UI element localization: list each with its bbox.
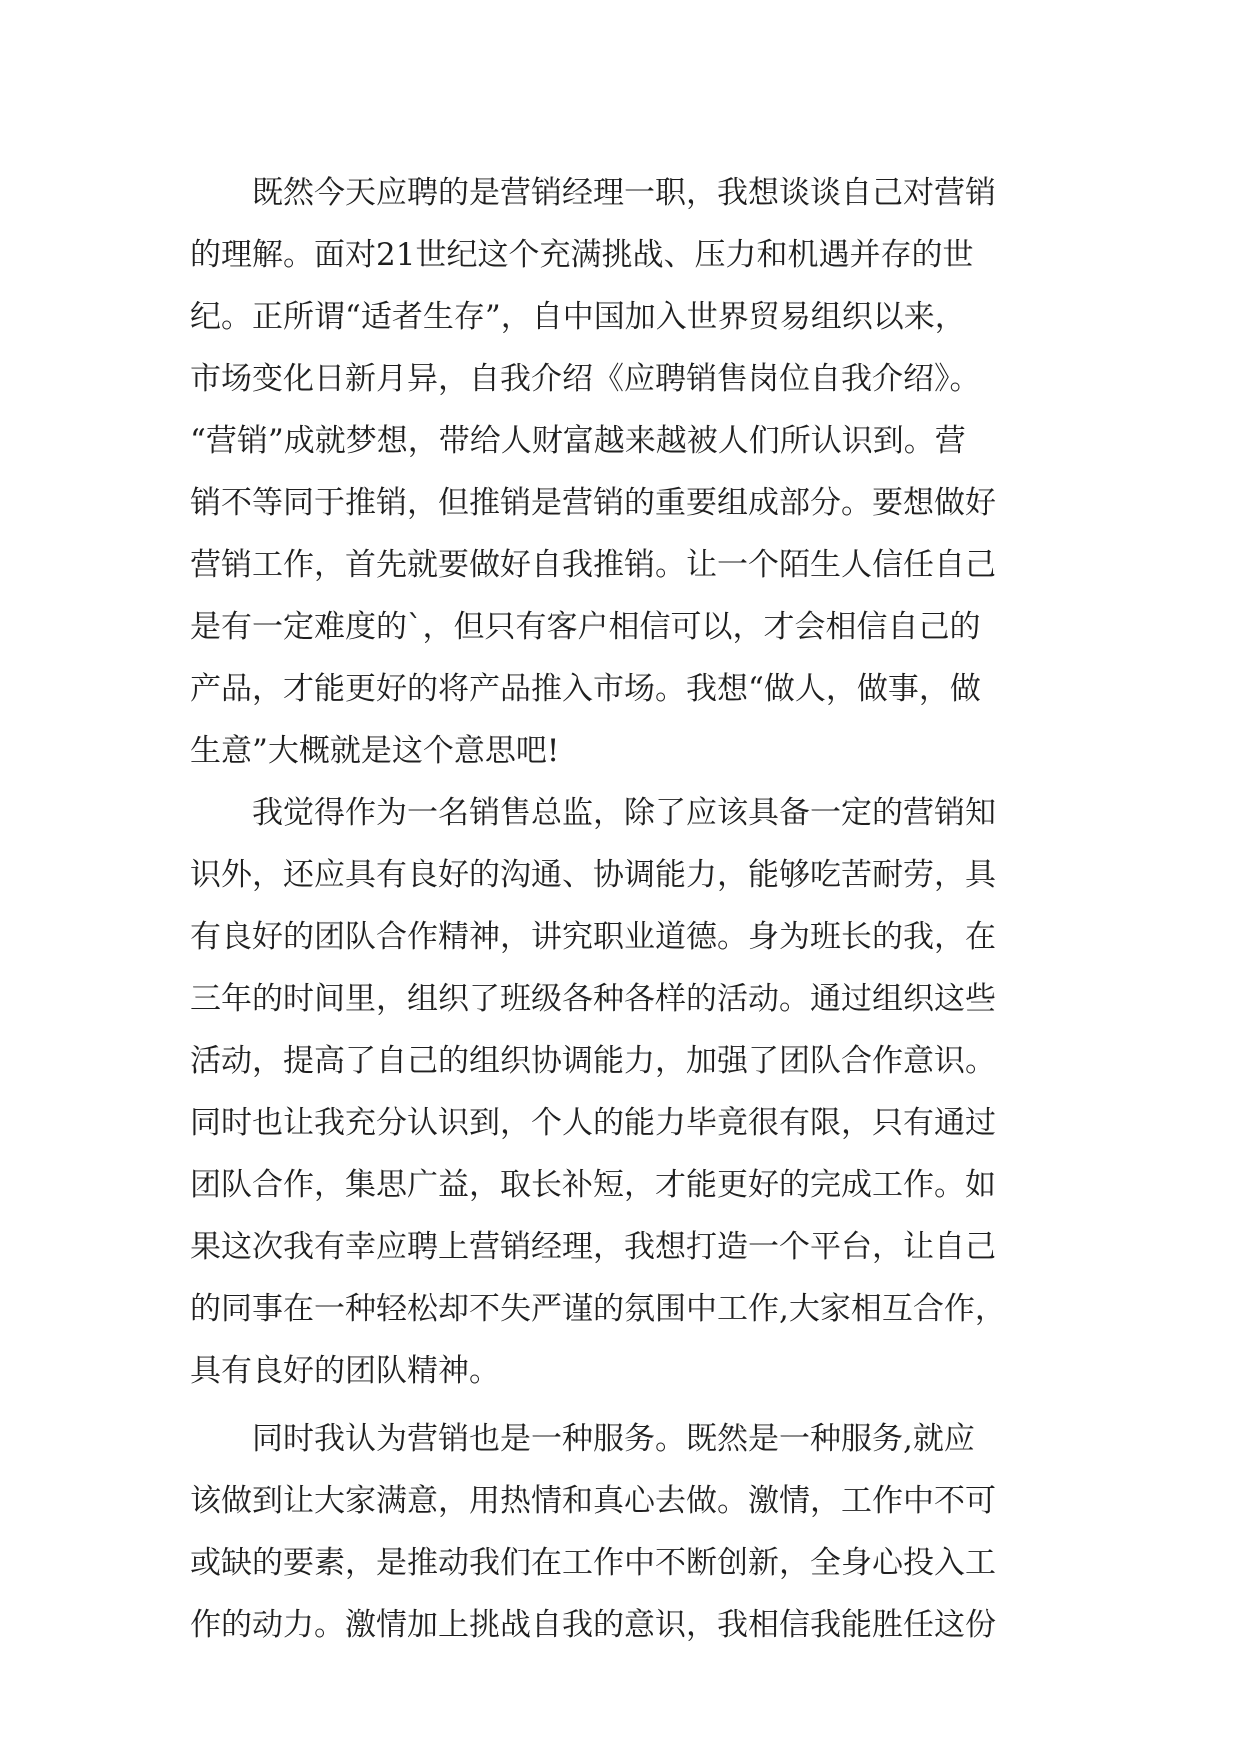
text-line: 有良好的团队合作精神，讲究职业道德。身为班长的我，在 [190,919,996,955]
text-line: 团队合作，集思广益，取长补短，才能更好的完成工作。如 [190,1167,996,1203]
text-line: 三年的时间里，组织了班级各种各样的活动。通过组织这些 [190,981,996,1017]
text-line: 的同事在一种轻松却不失严谨的氛围中工作,大家相互合作， [190,1291,1006,1327]
paragraph-3 [190,1408,1050,1656]
text-line: 纪。正所谓“适者生存”，自中国加入世界贸易组织以来， [190,299,966,335]
text-line: 同时也让我充分认识到，个人的能力毕竟很有限，只有通过 [190,1105,996,1141]
text-line: 活动，提高了自己的组织协调能力，加强了团队合作意识。 [190,1043,996,1079]
text-line: 既然今天应聘的是营销经理一职，我想谈谈自己对营销 [190,175,996,211]
text-line: 果这次我有幸应聘上营销经理，我想打造一个平台，让自己 [190,1229,996,1265]
paragraph-1 [190,162,1050,782]
text-line: 市场变化日新月异，自我介绍《应聘销售岗位自我介绍》。 [190,361,981,397]
text-line: 是有一定难度的`，但只有客户相信可以，才会相信自己的 [190,609,981,645]
text-line: 该做到让大家满意，用热情和真心去做。激情，工作中不可 [190,1483,996,1519]
text-line: 销不等同于推销，但推销是营销的重要组成部分。要想做好 [190,485,996,521]
text-line: 营销工作，首先就要做好自我推销。让一个陌生人信任自己 [190,547,996,583]
text-line: 产品，才能更好的将产品推入市场。我想“做人，做事，做 [190,671,981,707]
paragraph-2 [190,782,1050,1402]
text-line: 识外，还应具有良好的沟通、协调能力，能够吃苦耐劳，具 [190,857,996,893]
text-line: 作的动力。激情加上挑战自我的意识，我相信我能胜任这份 [190,1607,996,1643]
text-line: 生意”大概就是这个意思吧! [190,733,560,769]
text-line: 的理解。面对21世纪这个充满挑战、压力和机遇并存的世 [190,237,974,273]
text-line: 我觉得作为一名销售总监，除了应该具备一定的营销知 [190,795,996,831]
text-line: “营销”成就梦想，带给人财富越来越被人们所认识到。营 [190,423,966,459]
text-line: 或缺的要素，是推动我们在工作中不断创新，全身心投入工 [190,1545,996,1581]
document-body [190,162,1050,1656]
text-line: 具有良好的团队精神。 [190,1353,500,1389]
text-line: 同时我认为营销也是一种服务。既然是一种服务,就应 [190,1421,975,1457]
